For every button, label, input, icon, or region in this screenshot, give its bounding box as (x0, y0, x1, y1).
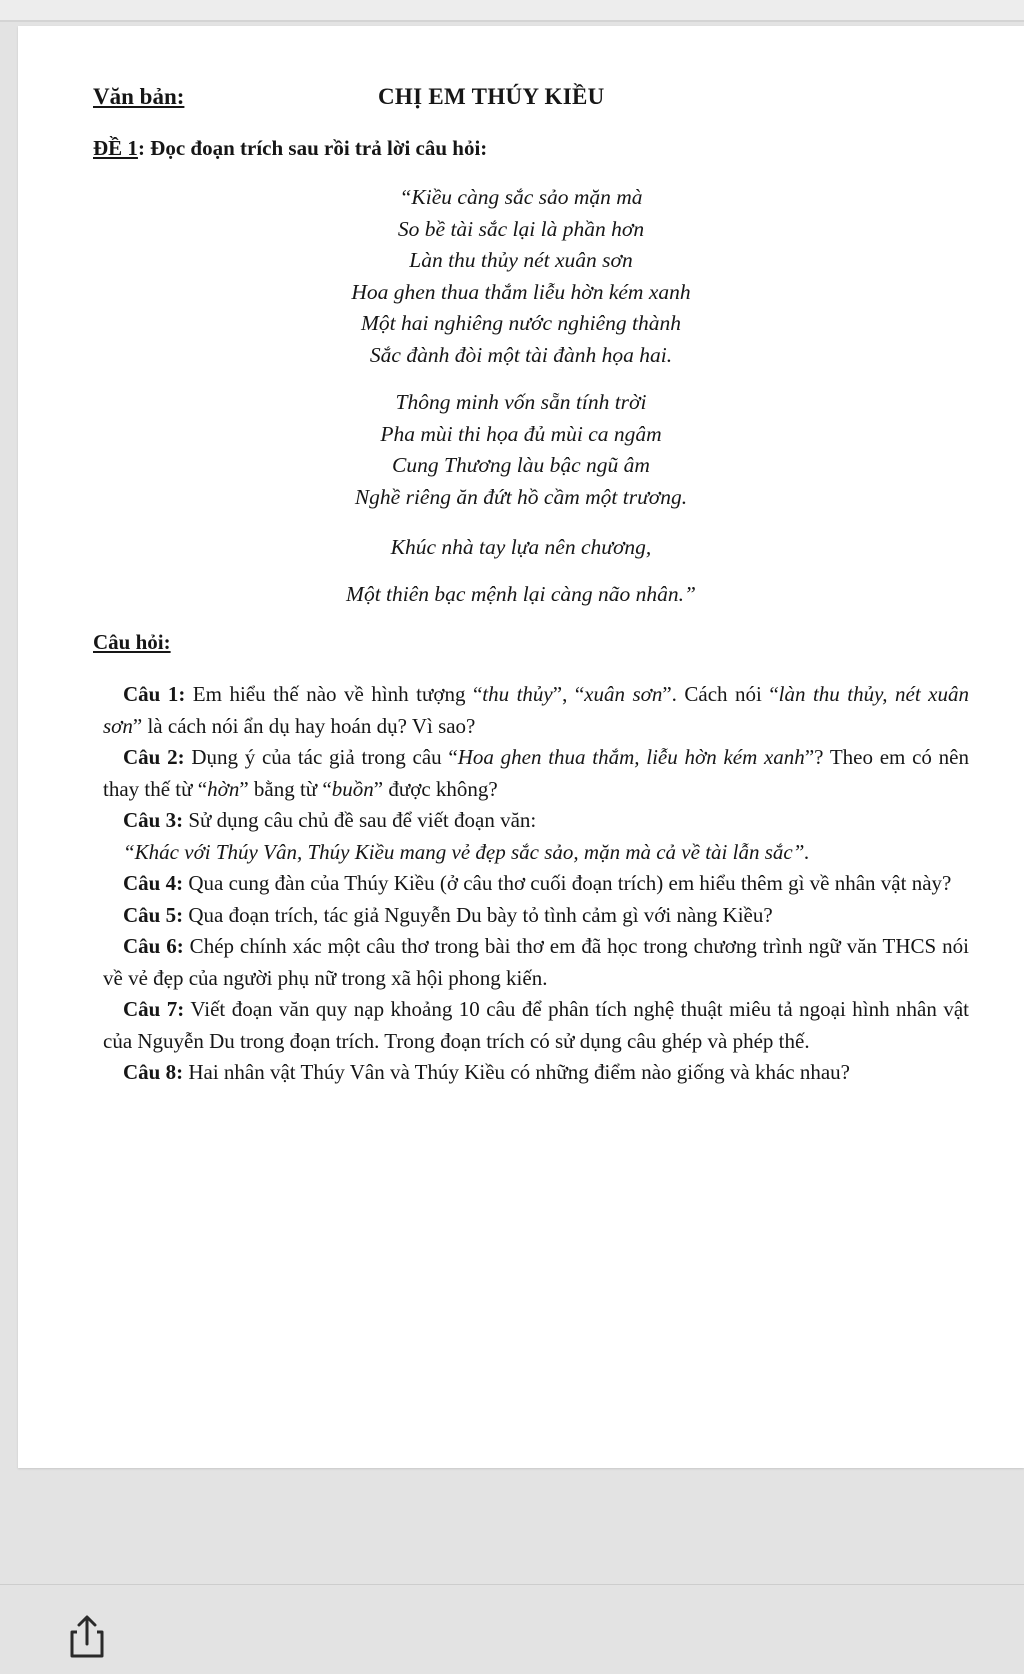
poem-line: Nghề riêng ăn đứt hồ cầm một trương. (354, 484, 688, 509)
question-number: Câu 4: (123, 871, 184, 895)
toolbar-divider (0, 1584, 1024, 1585)
question-4 (103, 868, 969, 900)
poem-line: “Kiều càng sắc sảo mặn mà (399, 185, 643, 209)
poem-line: Làn thu thủy nét xuân sơn (409, 248, 633, 272)
question-text: ” bằng từ “ (239, 776, 332, 801)
poem-line: Sắc đành đòi một tài đành họa hai. (369, 342, 673, 367)
question-number: Câu 7: (123, 997, 185, 1021)
question-italic: Hoa ghen thua thắm, liễu hờn kém xanh (457, 745, 805, 769)
poem-line: Một hai nghiêng nước nghiêng thành (361, 311, 681, 335)
topic-sentence: “Khác với Thúy Vân, Thúy Kiều mang vẻ đẹp sắc sảo, mặn mà cả về tài lẫn sắc”. (123, 839, 810, 864)
question-text: ”? Theo em có nên thay thế từ “ (103, 745, 969, 801)
question-number: Câu 2: (123, 745, 185, 769)
poem-stanza-1 (18, 182, 1024, 371)
top-bar (0, 0, 1024, 22)
question-number: Câu 3: (123, 808, 184, 832)
question-number: Câu 8: (123, 1060, 184, 1084)
poem-line: Pha mùi thi họa đủ mùi ca ngâm (380, 421, 662, 446)
question-text: Dụng ý của tác giả trong câu “ (184, 745, 458, 769)
question-text: Sử dụng câu chủ đề sau để viết đoạn văn: (183, 808, 537, 832)
question-text: ” là cách nói ẩn dụ hay hoán dụ? Vì sao? (132, 713, 476, 738)
share-button[interactable] (64, 1612, 110, 1662)
question-italic: xuân sơn (584, 682, 663, 706)
question-8 (103, 1057, 969, 1089)
question-3 (103, 805, 969, 837)
header-label: Văn bản: (93, 84, 185, 109)
document-title: CHỊ EM THÚY KIỀU (378, 84, 605, 109)
question-text: Viết đoạn văn quy nạp khoảng 10 câu để phân tích nghệ thuật miêu tả ngoại hình nhân vật của Nguyễn Du trong đoạn trích. Trong đoạn trích có sử dụng câu ghép và phép thế. (103, 997, 969, 1053)
question-text: ”, “ (552, 682, 585, 706)
question-text: ” được không? (373, 776, 498, 801)
poem-line: Một thiên bạc mệnh lại càng não nhân.” (346, 582, 696, 606)
question-text: Hai nhân vật Thúy Vân và Thúy Kiều có những điểm nào giống và khác nhau? (183, 1060, 850, 1084)
question-number: Câu 5: (123, 902, 184, 927)
question-italic: buồn (331, 776, 374, 801)
question-7 (103, 994, 969, 1057)
question-1 (103, 679, 969, 742)
question-italic: làn thu thủy, nét xuân sơn (103, 682, 969, 738)
exercise-heading (93, 136, 487, 161)
question-text: Em hiểu thế nào về hình tượng “ (185, 682, 483, 706)
poem-line: So bề tài sắc lại là phần hơn (397, 216, 645, 241)
question-6 (103, 931, 969, 994)
poem-stanza-2 (18, 387, 1024, 513)
question-text: ”. Cách nói “ (662, 682, 779, 706)
question-text: Chép chính xác một câu thơ trong bài thơ em đã học trong chương trình ngữ văn THCS nói về vẻ đẹp của người phụ nữ trong xã hội phong kiến. (103, 934, 969, 990)
exercise-instruction: : Đọc đoạn trích sau rồi trả lời câu hỏi: (137, 136, 488, 160)
question-number: Câu 1: (123, 682, 186, 706)
question-number: Câu 6: (123, 934, 184, 958)
question-text: Qua cung đàn của Thúy Kiều (ở câu thơ cuối đoạn trích) em hiểu thêm gì về nhân vật này? (183, 871, 952, 895)
share-icon (64, 1612, 110, 1662)
question-italic: thu thủy (482, 682, 553, 706)
poem-line: Khúc nhà tay lựa nên chương, (390, 535, 652, 559)
question-italic: hờn (207, 776, 240, 801)
poem-line: Thông minh vốn sẵn tính trời (395, 390, 647, 414)
questions-heading: Câu hỏi: (93, 630, 171, 654)
document-page (18, 26, 1024, 1468)
question-2 (103, 742, 969, 805)
question-5 (103, 900, 969, 932)
poem-line: Hoa ghen thua thắm liễu hờn kém xanh (351, 279, 691, 304)
poem-line: Cung Thương làu bậc ngũ âm (392, 453, 650, 477)
exercise-number: ĐỀ 1 (93, 136, 138, 160)
question-text: Qua đoạn trích, tác giả Nguyễn Du bày tỏ tình cảm gì với nàng Kiều? (183, 902, 773, 927)
questions-list (103, 679, 969, 1089)
